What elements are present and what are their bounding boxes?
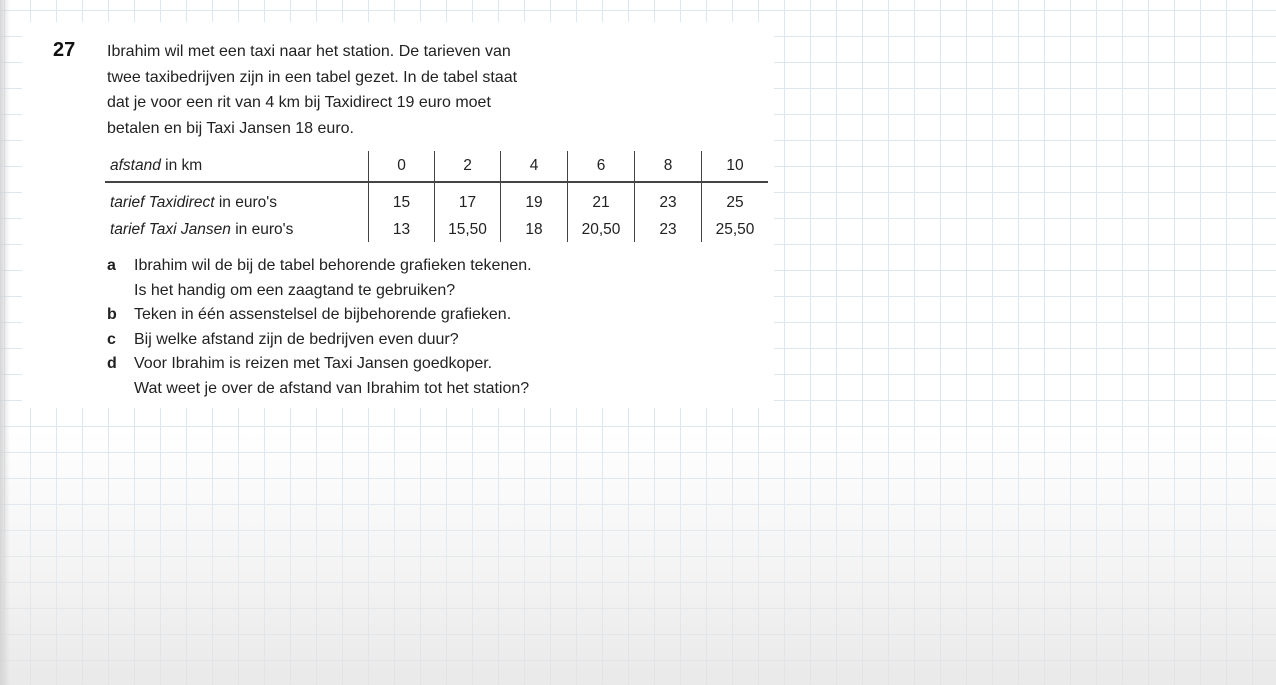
row-label-company: Taxidirect — [148, 193, 215, 211]
header-label — [105, 151, 369, 182]
table-cell: 15,50 — [435, 218, 501, 242]
row-label-suffix: in euro's — [230, 221, 294, 238]
table-cell: 19 — [501, 182, 568, 218]
table-cell: 25 — [702, 182, 769, 218]
subquestion-line: Is het handig om een zaagtand te gebruiken? — [134, 281, 456, 299]
subquestion-line: Bij welke afstand zijn de bedrijven even duur? — [134, 330, 459, 348]
question-number: 27 — [53, 39, 76, 61]
intro-line: betalen en bij Taxi Jansen 18 euro. — [107, 119, 354, 137]
intro-line: Ibrahim wil met een taxi naar het station. De tarieven van — [107, 43, 511, 60]
subquestion-text — [134, 303, 511, 328]
subquestion-letter: b — [107, 306, 117, 323]
subquestion-text — [134, 254, 532, 303]
subquestion-letter: c — [107, 330, 116, 348]
page-edge-shadow — [0, 0, 10, 685]
header-cell: 6 — [568, 151, 635, 182]
row-label — [105, 182, 369, 218]
table-cell: 15 — [369, 182, 435, 218]
subquestion-text — [134, 352, 529, 401]
header-label-rest: in km — [160, 157, 203, 174]
header-cell: 8 — [635, 151, 702, 182]
table-row-taxi-jansen — [105, 218, 768, 242]
subquestion-letter: d — [107, 355, 117, 372]
question-intro — [107, 39, 517, 141]
table-cell: 21 — [568, 182, 635, 218]
subquestion-a — [107, 254, 532, 303]
subquestion-c — [107, 328, 532, 353]
intro-line: twee taxibedrijven zijn in een tabel gezet. In de tabel staat — [107, 68, 518, 86]
subquestion-text — [134, 328, 459, 353]
table-cell: 18 — [501, 218, 568, 242]
table-header-row — [105, 151, 768, 182]
subquestion-b — [107, 303, 532, 328]
table-cell: 17 — [435, 182, 501, 218]
subquestion-line: Teken in één assenstelsel de bijbehorende grafieken. — [134, 306, 512, 323]
table-cell: 23 — [635, 182, 702, 218]
table-cell: 20,50 — [568, 218, 635, 242]
header-cell: 10 — [702, 151, 769, 182]
table-cell: 23 — [635, 218, 702, 242]
fare-table — [105, 151, 768, 242]
row-label-suffix: in euro's — [214, 193, 277, 211]
row-label-prefix: tarief — [110, 221, 149, 238]
subquestion-line: Ibrahim wil de bij de tabel behorende grafieken tekenen. — [134, 257, 532, 274]
subquestion-letter: a — [107, 257, 116, 274]
subquestion-d — [107, 352, 532, 401]
row-label-company: Taxi Jansen — [148, 221, 231, 238]
table-cell: 25,50 — [702, 218, 769, 242]
subquestion-line: Wat weet je over de afstand van Ibrahim tot het station? — [134, 379, 530, 397]
table-row-taxidirect — [105, 182, 768, 218]
row-label — [105, 218, 369, 242]
subquestion-line: Voor Ibrahim is reizen met Taxi Jansen goedkoper. — [134, 355, 493, 372]
table-cell: 13 — [369, 218, 435, 242]
row-label-prefix: tarief — [110, 193, 149, 211]
subquestion-list — [107, 254, 532, 401]
header-cell: 2 — [435, 151, 501, 182]
header-cell: 0 — [369, 151, 435, 182]
header-label-italic: afstand — [110, 157, 161, 174]
header-cell: 4 — [501, 151, 568, 182]
intro-line: dat je voor een rit van 4 km bij Taxidirect 19 euro moet — [107, 94, 491, 112]
